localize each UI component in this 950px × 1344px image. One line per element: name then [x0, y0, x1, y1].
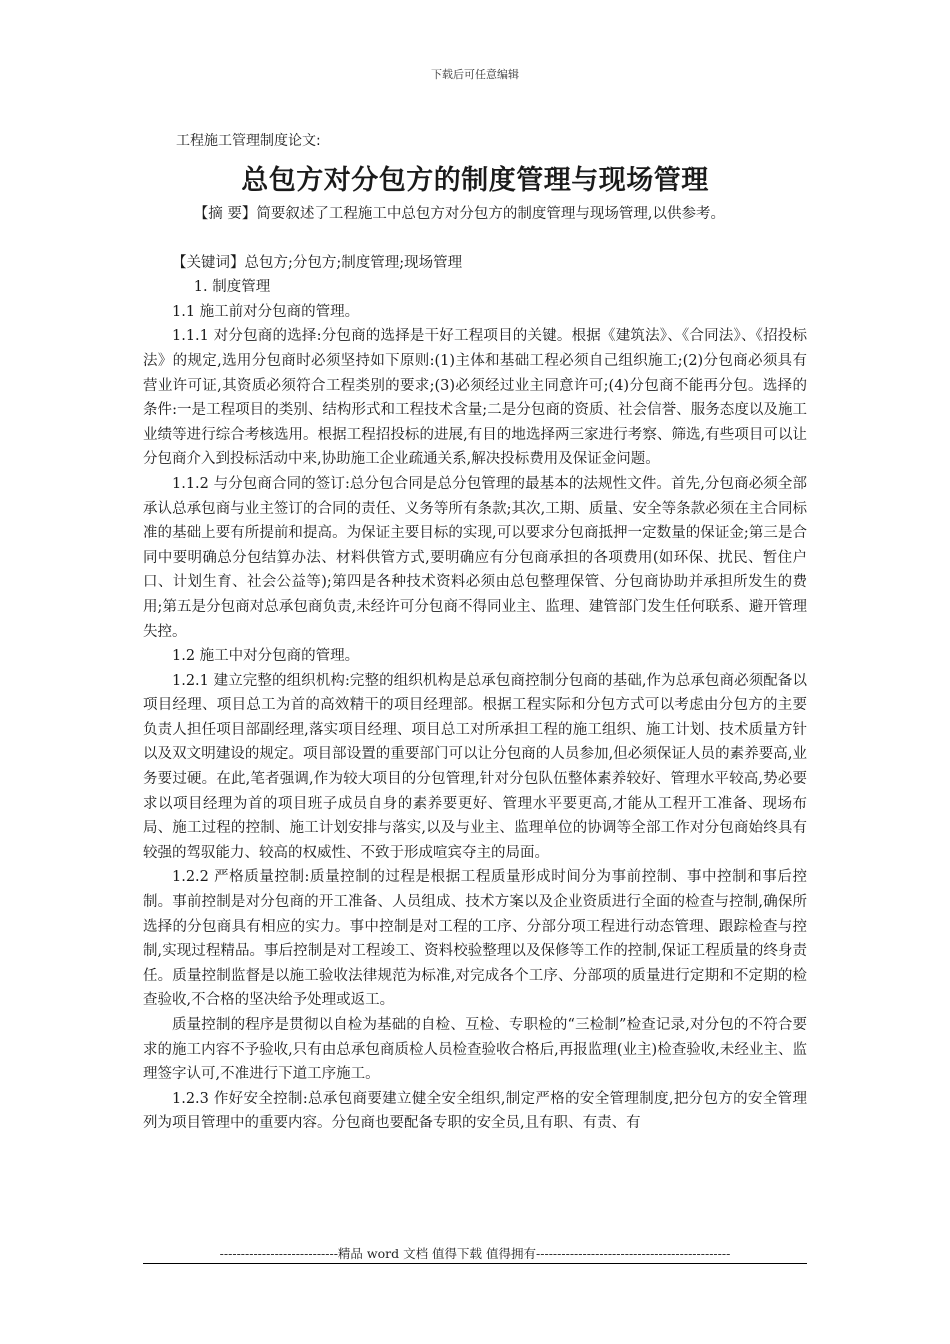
body-paragraph: 1.2.3 作好安全控制:总承包商要建立健全安全组织,制定严格的安全管理制度,把分包方的安全管理列为项目管理中的重要内容。分包商也要配备专职的安全员,且有职、有责、有 [143, 1090, 807, 1132]
subsection-heading: 1.2 施工中对分包商的管理。 [172, 648, 360, 665]
section-heading: 1. 制度管理 [193, 279, 271, 296]
page-title: 总包方对分包方的制度管理与现场管理 [241, 165, 709, 196]
body-paragraph: 1.1.1 对分包商的选择:分包商的选择是干好工程项目的关键。根据《建筑法》、《合同法》、《招投标法》的规定,选用分包商时必须坚持如下原则:(1)主体和基础工程必须自己组织施工;(2)分包商必须具有营业许可证,其资质必须符合工程类别的要求;(3)必须经过业主同意许可;(4)分包商不能再分包。选择的条件:一是工程项目的类别、结构形式和工程技术含量;二是分包商的资质、社会信誉、服务态度以及施工业绩等进行综合考核选用。根据工程招投标的进展,有目的地选择两三家进行考察、筛选,有些项目可以让分包商介入到投标活动中来,协助施工企业疏通关系,解决投标费用及保证金问题。 [143, 328, 807, 468]
subsection-heading: 1.1 施工前对分包商的管理。 [172, 303, 360, 320]
article-body [143, 202, 807, 1136]
keywords-paragraph: 【关键词】总包方;分包方;制度管理;现场管理 [172, 254, 463, 271]
body-paragraph: 1.1.2 与分包商合同的签订:总分包合同是总分包管理的最基本的法规性文件。首先,分包商必须全部承认总承包商与业主签订的合同的责任、义务等所有条款;其次,工期、质量、安全等条款必须在主合同标准的基础上要有所提前和提高。为保证主要目标的实现,可以要求分包商抵押一定数量的保证金;第三是合同中要明确总分包结算办法、材料供管方式,要明确应有分包商承担的各项费用(如环保、扰民、暂住户口、计划生育、社会公益等);第四是各种技术资料必须由总包整理保管、分包商协助并承担所发生的费用;第五是分包商对总承包商负责,未经许可分包商不得同业主、监理、建管部门发生任何联系、避开管理失控。 [143, 475, 807, 640]
document-category-label: 工程施工管理制度论文: [176, 133, 321, 149]
abstract-paragraph: 【摘 要】简要叙述了工程施工中总包方对分包方的制度管理与现场管理,以供参考。 [193, 206, 725, 222]
body-paragraph: 1.2.1 建立完整的组织机构:完整的组织机构是总承包商控制分包商的基础,作为总承包商必须配备以项目经理、项目总工为首的高效精干的项目经理部。根据工程实际和分包方式可以考虑由分包方的主要负责人担任项目部副经理,落实项目经理、项目总工对所承担工程的施工组织、施工计划、技术质量方针以及双文明建设的规定。项目部设置的重要部门可以让分包商的人员参加,但必须保证人员的素养要高,业务要过硬。在此,笔者强调,作为较大项目的分包管理,针对分包队伍整体素养较好、管理水平较高,势必要求以项目经理为首的项目班子成员自身的素养要更好、管理水平要更高,才能从工程开工准备、现场布局、施工过程的控制、施工计划安排与落实,以及与业主、监理单位的协调等全部工作对分包商始终具有较强的驾驭能力、较高的权威性、不致于形成喧宾夺主的局面。 [143, 672, 807, 861]
footer-divider [143, 1263, 807, 1264]
spacer [143, 227, 807, 251]
footer-note: ----------------------------精品 word 文档 值得下载 值得拥有---------------------------------------------- [219, 1246, 731, 1261]
body-paragraph: 1.2.2 严格质量控制:质量控制的过程是根据工程质量形成时间分为事前控制、事中控制和事后控制。事前控制是对分包商的开工准备、人员组成、技术方案以及企业资质进行全面的检查与控制,确保所选择的分包商具有相应的实力。事中控制是对工程的工序、分部分项工程进行动态管理、跟踪检查与控制,实现过程精品。事后控制是对工程竣工、资料校验整理以及保修等工作的控制,保证工程质量的终身责任。质量控制监督是以施工验收法律规范为标准,对完成各个工序、分部项的质量进行定期和不定期的检查验收,不合格的坚决给予处理或返工。 [143, 869, 807, 1009]
body-paragraph: 质量控制的程序是贯彻以自检为基础的自检、互检、专职检的“三检制”检查记录,对分包的不符合要求的施工内容不予验收,只有由总承包商质检人员检查验收合格后,再报监理(业主)检查验收,未经业主、监理签字认可,不准进行下道工序施工。 [143, 1017, 807, 1083]
header-note: 下载后可任意编辑 [431, 68, 519, 81]
